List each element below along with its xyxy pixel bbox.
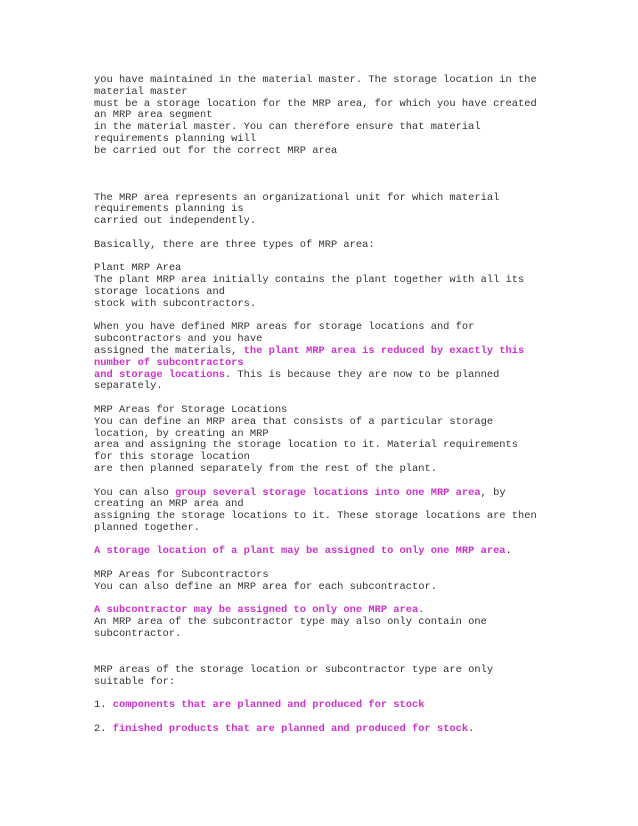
text-line: assigning the storage locations to it. These storage locations are then [94, 510, 537, 523]
text-line: storage locations and [94, 285, 225, 298]
text-line: subcontractor. [94, 628, 182, 641]
paragraph-plant-area-reduction [94, 322, 554, 393]
highlighted-text: A subcontractor may be assigned to only one MRP area. [94, 604, 425, 617]
text-line: planned together. [94, 521, 201, 534]
text-line: You can also define an MRP area for each subcontractor. [94, 580, 437, 593]
text-line: You can define an MRP area that consists of a particular storage [94, 415, 494, 428]
text-line: must be a storage location for the MRP area, for which you have created [94, 97, 537, 110]
text-line: for this storage location [94, 451, 250, 464]
text-segment: . [468, 722, 475, 735]
section-heading: MRP Areas for Subcontractors [94, 569, 269, 582]
highlighted-text: group several storage locations into one MRP area [175, 486, 481, 499]
text-line: you have maintained in the material master. The storage location in the [94, 74, 537, 86]
paragraph-grouping-storage-locations [94, 488, 554, 535]
highlighted-text: A storage location of a plant may be assigned to only one MRP area [94, 545, 506, 558]
text-line: an MRP area segment [94, 109, 213, 122]
text-line: Basically, there are three types of MRP area: [94, 238, 375, 251]
text-line: requirements planning will [94, 132, 257, 145]
text-line: When you have defined MRP areas for storage locations and for [94, 321, 475, 334]
highlighted-text: number of subcontractors [94, 356, 244, 369]
text-line [94, 700, 554, 712]
paragraph-subcontractor-rule [94, 605, 554, 640]
text-line: separately. [94, 380, 163, 393]
highlighted-text: components that are planned and produced for stock [112, 699, 425, 712]
text-line [94, 370, 554, 382]
list-number: 2. [94, 722, 113, 735]
paragraph-suitability [94, 665, 554, 689]
text-segment: . [505, 545, 512, 558]
text-segment: , by [480, 486, 506, 499]
paragraph-storage-location-rule [94, 546, 554, 558]
text-line: The plant MRP area initially contains the plant together with all its [94, 274, 525, 287]
paragraph-mrp-area-definition [94, 193, 554, 228]
text-line: are then planned separately from the rest of the plant. [94, 462, 437, 475]
document-page [94, 75, 554, 736]
paragraph-mrp-area-types [94, 240, 554, 252]
text-line: The MRP area represents an organizational unit for which material [94, 191, 500, 204]
section-plant-mrp-area [94, 263, 554, 310]
highlighted-text: finished products that are planned and produced for stock [112, 722, 469, 735]
section-subcontractor-mrp-areas [94, 570, 554, 594]
text-line [94, 346, 554, 358]
list-item [94, 700, 554, 712]
text-line: location, by creating an MRP [94, 427, 269, 440]
text-segment: You can also [94, 486, 176, 499]
text-line [94, 724, 554, 736]
text-line: stock with subcontractors. [94, 297, 257, 310]
text-line: carried out independently. [94, 215, 257, 228]
section-storage-location-mrp-areas [94, 405, 554, 476]
section-heading: MRP Areas for Storage Locations [94, 403, 288, 416]
text-segment: assigned the materials, [94, 344, 244, 357]
text-line: subcontractors and you have [94, 333, 263, 346]
text-line: material master [94, 85, 188, 98]
section-heading: Plant MRP Area [94, 262, 182, 275]
text-segment: . This is because they are now to be planned [224, 368, 500, 381]
list-number: 1. [94, 699, 113, 712]
text-line: MRP areas of the storage location or subcontractor type are only [94, 663, 494, 676]
text-line: An MRP area of the subcontractor type may also only contain one [94, 616, 487, 629]
paragraph-storage-location-intro [94, 75, 554, 158]
text-line: suitable for: [94, 675, 176, 688]
text-line: creating an MRP area and [94, 498, 244, 511]
text-line: be carried out for the correct MRP area [94, 144, 338, 157]
text-line: area and assigning the storage location to it. Material requirements [94, 439, 519, 452]
text-line: requirements planning is [94, 203, 244, 216]
highlighted-text: and storage locations [94, 368, 225, 381]
highlighted-text: the plant MRP area is reduced by exactly this [243, 344, 525, 357]
text-line: in the material master. You can therefore ensure that material [94, 121, 481, 134]
text-line [94, 546, 554, 558]
list-item [94, 724, 554, 736]
